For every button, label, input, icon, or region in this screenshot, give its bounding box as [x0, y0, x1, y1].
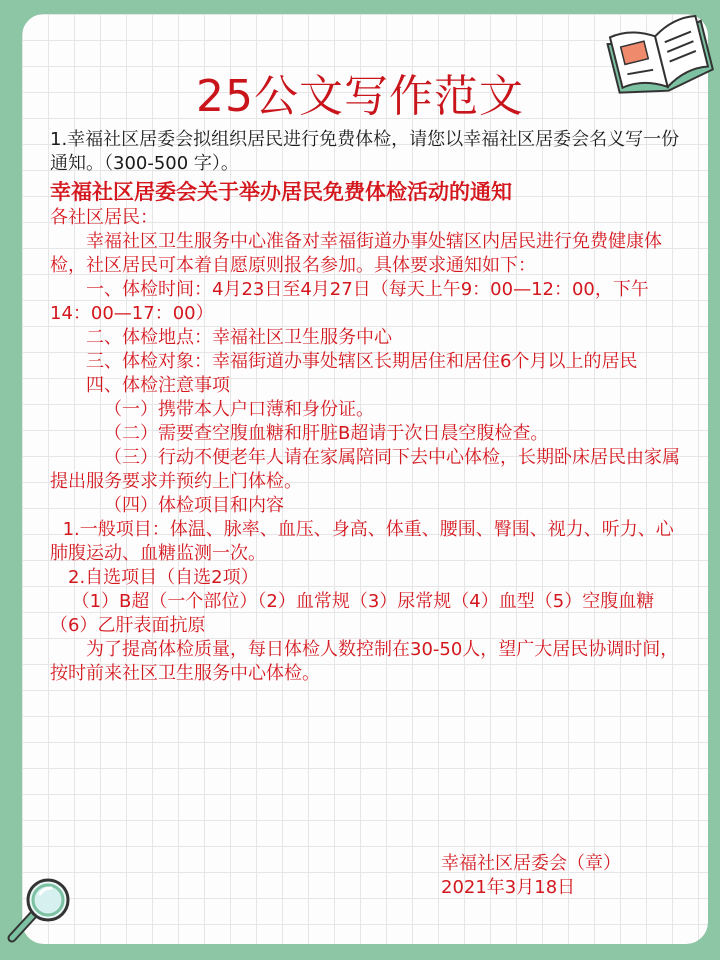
paragraph-intro: 幸福社区卫生服务中心准备对幸福街道办事处辖区内居民进行免费健康体检，社区居民可本着自愿原则报名参加。具体要求通知如下：	[50, 231, 662, 276]
signature-org: 幸福社区居委会（章）	[441, 853, 621, 874]
note-4: （四）体检项目和内容	[104, 495, 284, 516]
note-2: （二）需要查空腹血糖和肝脏B超请于次日晨空腹检查。	[104, 423, 549, 444]
optional-items-list: （1）B超（一个部位）（2）血常规（3）尿常规（4）血型（5）空腹血糖（6）乙肝表面抗原	[50, 591, 655, 636]
item-location: 二、体检地点：幸福社区卫生服务中心	[86, 327, 392, 348]
notice-heading: 幸福社区居委会关于举办居民免费体检活动的通知	[50, 180, 512, 204]
optional-items: 2.自选项目（自选2项）	[68, 567, 259, 588]
document-body	[50, 128, 680, 686]
question-text: 1.幸福社区居委会拟组织居民进行免费体检，请您以幸福社区居委会名义写一份通知。（300-500 字）。	[50, 129, 680, 174]
magnifier-icon	[4, 874, 74, 946]
page-title: 25公文写作范文	[196, 71, 524, 122]
signature-block	[441, 852, 621, 900]
general-items: 1.一般项目：体温、脉率、血压、身高、体重、腰围、臀围、视力、听力、心肺腹运动、血糖监测一次。	[50, 519, 674, 564]
note-3: （三）行动不便老年人请在家属陪同下去中心体检，长期卧床居民由家属提出服务要求并预约上门体检。	[50, 447, 680, 492]
item-target: 三、体检对象：幸福街道办事处辖区长期居住和居住6个月以上的居民	[86, 351, 638, 372]
item-time: 一、体检时间：4月23日至4月27日（每天上午9：00—12：00，下午14：00—17：00）	[50, 279, 649, 324]
item-notes: 四、体检注意事项	[86, 375, 230, 396]
salutation: 各社区居民：	[50, 207, 158, 228]
note-1: （一）携带本人户口薄和身份证。	[104, 399, 374, 420]
signature-date: 2021年3月18日	[441, 877, 576, 898]
closing-paragraph: 为了提高体检质量，每日体检人数控制在30-50人，望广大居民协调时间，按时前来社区卫生服务中心体检。	[50, 639, 679, 684]
